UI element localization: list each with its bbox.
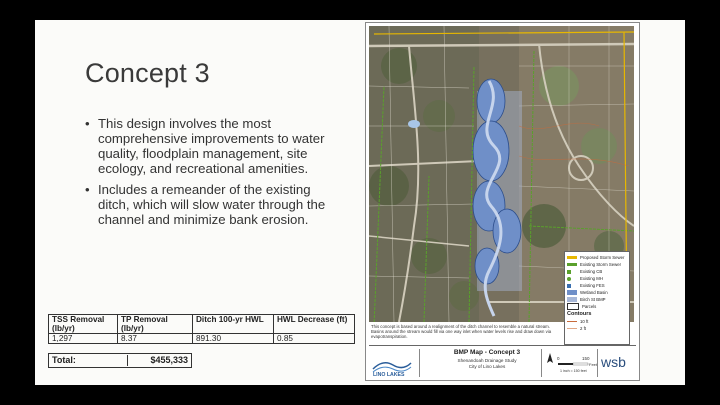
table-cell: 891.30	[193, 334, 274, 344]
bullet-item	[85, 182, 340, 227]
metrics-table	[48, 314, 355, 344]
table-header: HWL Decrease (ft)	[274, 315, 355, 334]
legend-label: Existing Storm Sewer	[580, 262, 622, 267]
legend-item	[567, 296, 627, 303]
legend-label: Existing CB	[580, 269, 603, 274]
scale-bar	[544, 349, 599, 377]
legend-label: Proposed Storm Sewer	[580, 255, 625, 260]
scale-label-0: 0	[557, 356, 560, 361]
map-subtitle-1: Shenandoah Drainage Study	[457, 358, 517, 363]
legend-swatch	[567, 277, 571, 281]
total-label: Total:	[52, 355, 76, 365]
table-header: TP Removal (lb/yr)	[118, 315, 193, 334]
legend-item	[567, 268, 627, 275]
table-row	[49, 334, 355, 344]
scale-unit: Feet	[589, 362, 598, 367]
total-box	[48, 353, 192, 368]
legend-label: Birch St BMP	[580, 297, 606, 302]
legend-label: Existing FES	[580, 283, 605, 288]
table-cell: 8.37	[118, 334, 193, 344]
title-divider	[597, 349, 598, 377]
lino-lakes-logo-icon	[371, 349, 413, 377]
map-title-block	[369, 345, 636, 379]
legend-swatch	[567, 303, 579, 310]
legend-item	[567, 318, 627, 325]
logo-text: LINO LAKES	[373, 372, 405, 377]
left-black-bar	[0, 20, 35, 385]
map-title: BMP Map - Concept 3	[453, 349, 521, 356]
legend-label: Parcels	[582, 304, 597, 309]
map-note: This concept is based around a realignment of the ditch channel to resemble a natural stream. Basins around the stream would fill via one way inlet when water levels rise and draw down via evapotranspiration.	[369, 323, 564, 345]
slide-title: Concept 3	[85, 58, 210, 88]
table-header: TSS Removal (lb/yr)	[49, 315, 118, 334]
legend-item	[567, 254, 627, 261]
legend-item	[567, 303, 627, 310]
legend-item	[567, 275, 627, 282]
map-legend	[564, 251, 630, 345]
legend-swatch	[567, 321, 577, 322]
legend-item	[567, 261, 627, 268]
map-subtitle-2: City of Lino Lakes	[468, 363, 506, 369]
title-divider	[541, 349, 542, 377]
bullet-text: This design involves the most comprehensive improvements to water quality, floodplain management, site ecology, and recreational amenities.	[98, 116, 325, 176]
table-cell: 0.85	[274, 334, 355, 344]
table-header: Ditch 100-yr HWL	[193, 315, 274, 334]
bullet-glyph: •	[85, 116, 90, 131]
map-subtitle	[427, 358, 547, 369]
legend-contours-heading: Contours	[567, 311, 592, 317]
bullet-item	[85, 116, 340, 176]
legend-label: 10 ft	[580, 319, 589, 324]
table-header-row	[49, 315, 355, 334]
scale-note: 1 inch = 150 feet	[560, 369, 587, 373]
bullet-glyph: •	[85, 182, 90, 197]
legend-swatch	[567, 256, 577, 259]
legend-label: Wetland Basin	[580, 290, 608, 295]
legend-label: Existing MH	[580, 276, 603, 281]
north-arrow-and-scale-icon	[544, 349, 599, 377]
lino-lakes-logo	[371, 349, 413, 377]
legend-swatch	[567, 328, 577, 329]
legend-label: 2 ft	[580, 326, 586, 331]
total-value: $455,333	[127, 355, 191, 366]
legend-swatch	[567, 297, 577, 302]
bullet-text: Includes a remeander of the existing ditch, which will slow water through the channel and minimize bank erosion.	[98, 182, 326, 227]
bmp-map	[365, 22, 640, 381]
legend-swatch	[567, 284, 571, 288]
scale-label-150: 150	[582, 356, 590, 361]
legend-swatch	[567, 263, 577, 266]
legend-swatch	[567, 270, 571, 274]
title-divider	[419, 349, 420, 377]
legend-item	[567, 325, 627, 332]
slide	[35, 20, 685, 385]
legend-item	[567, 289, 627, 296]
table-cell: 1,297	[49, 334, 118, 344]
legend-swatch	[567, 290, 577, 295]
bullet-list	[85, 116, 340, 233]
wsb-logo: wsb	[601, 354, 626, 370]
legend-item	[567, 282, 627, 289]
